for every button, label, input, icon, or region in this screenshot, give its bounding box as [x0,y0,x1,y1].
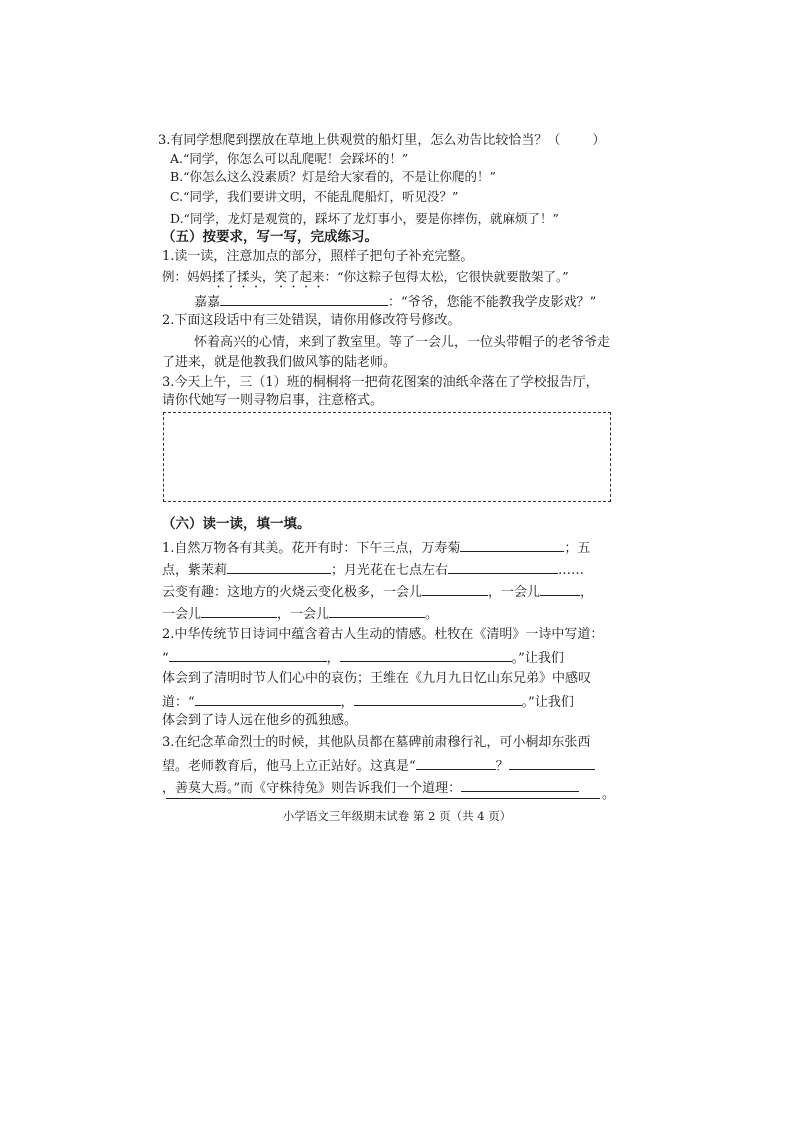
s6-q2-line1: 2.中华传统节日诗词中蕴含着古人生动的情感。杜牧在《清明》一诗中写道： [162,627,604,642]
s5-q2-stem: 2.下面这段话中有三处错误，请你用修改符号修改。 [162,313,461,328]
answer-blank[interactable] [509,756,595,770]
answer-blank[interactable] [201,604,277,618]
section5-title: （五）按要求，写一写，完成练习。 [162,229,378,245]
dotted-phrase-1: 揉了揉头 [212,269,263,284]
q3-option-c: C.“同学，我们要讲文明，不能乱爬船灯，听见没？” [170,189,459,204]
s6-q2-line3: 体会到了清明时节人们心中的哀伤；王维在《九月九日忆山东兄弟》中感叹 [162,671,592,686]
writing-box[interactable] [163,412,611,502]
s6-q3-line4-end: 。 [602,787,616,802]
s5-q2-para-line1: 怀着高兴的心情，来到了教室里。等了一会儿，一位头带帽子的老爷爷走 [194,335,611,350]
s6-q2-line2: “ ， 。”让我们 [162,648,564,668]
answer-blank[interactable] [340,648,512,662]
answer-blank[interactable] [227,560,331,574]
s6-q2-line5: 体会到了诗人远在他乡的孤独感。 [162,713,358,728]
s5-q3-line1: 3.今天上午，三（1）班的桐桐将一把荷花图案的油纸伞落在了学校报告厅， [162,375,599,390]
q3-option-d: D.“同学，龙灯是观赏的，踩坏了龙灯事小，要是你摔伤，就麻烦了！” [170,211,559,226]
s6-q3-line2: 望。老师教育后，他马上立正站好。这真是“ ？ [162,756,595,776]
dotted-phrase-2: 笑了起来 [274,269,325,284]
answer-blank[interactable] [220,292,388,306]
answer-blank[interactable] [195,692,341,706]
answer-blank[interactable] [416,756,496,770]
section6-title: （六）读一读，填一填。 [162,516,311,532]
s5-q3-line2: 请你代她写一则寻物启事，注意格式。 [162,393,384,408]
answer-blank[interactable] [448,560,558,574]
s6-q1-line4: 一会儿 ，一会儿 。 [162,604,438,624]
q3-stem: 3.有同学想爬到摆放在草地上供观赏的船灯里，怎么劝告比较恰当？（ ） [158,133,606,148]
s6-q1-line2: 点，紫茉莉 ；月光花在七点左右 …… [162,560,584,580]
s5-q2-para-line2: 了进来，就是他教我们做风筝的陆老师。 [162,355,397,370]
answer-blank[interactable] [422,582,488,596]
answer-blank[interactable] [354,692,522,706]
answer-blank[interactable] [460,538,564,552]
answer-blank[interactable] [461,778,579,792]
q3-option-b: B.“你怎么这么没素质？灯是给大家看的，不是让你爬的！” [170,169,496,184]
q3-option-a: A.“同学，你怎么可以乱爬呢！会踩坏的！” [170,151,409,166]
page-footer: 小学语文三年级期末试卷 第 2 页（共 4 页） [282,809,512,823]
answer-blank[interactable] [329,604,425,618]
s6-q1-line3: 云变有趣：这地方的火烧云变化极多，一会儿 ，一会儿 ， [162,582,593,602]
s6-q1-line1: 1.自然万物各有其美。花开有时：下午三点，万寿菊 ；五 [162,538,590,558]
s6-q3-line1: 3.在纪念革命烈士的时候，其他队员都在墓碑前肃穆行礼，可小桐却东张西 [162,735,591,750]
s5-q1-fill: 嘉嘉 ：“爷爷，您能不能教我学皮影戏？” [194,292,596,312]
answer-rule[interactable] [166,798,600,799]
s5-q1-stem: 1.读一读，注意加点的部分，照样子把句子补充完整。 [162,249,474,264]
s5-q1-example: 例：妈妈揉了揉头，笑了起来：“你这粽子包得太松，它很快就要散架了。” [162,269,569,284]
s6-q2-line4: 道：“ ， 。”让我们 [162,692,574,712]
answer-blank[interactable] [540,582,580,596]
s6-q3-line3: ，善莫大焉。”而《守株待兔》则告诉我们一个道理： [162,778,579,798]
answer-blank[interactable] [169,648,327,662]
